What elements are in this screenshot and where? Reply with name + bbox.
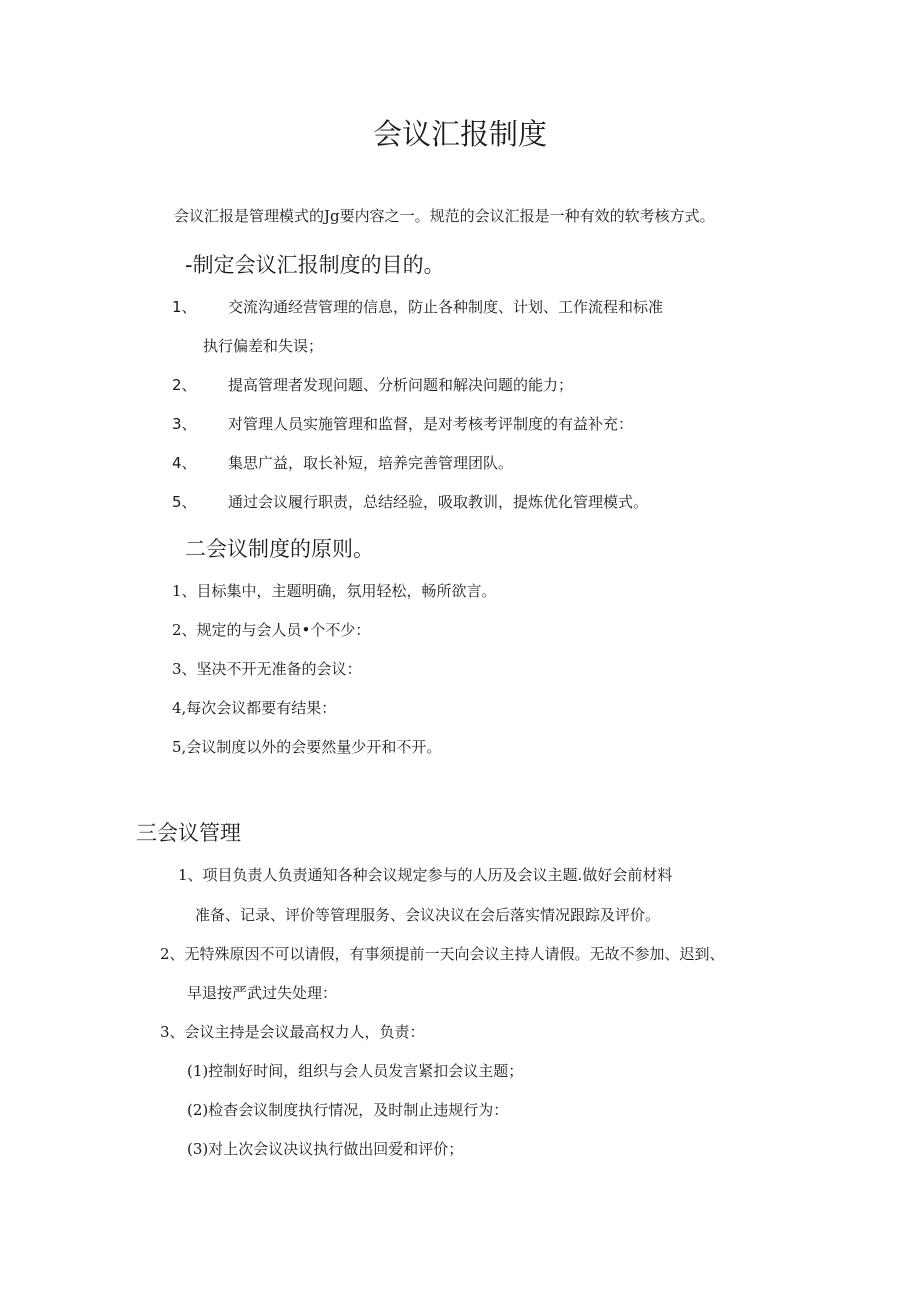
list-item-number: 5、 [172, 493, 197, 511]
list-item: 2、规定的与会人员•个不少： [172, 621, 371, 639]
document-title: 会议汇报制度 [372, 117, 547, 151]
list-item-text: 通过会议履行职责，总结经验，吸取教训，提炼优化管理模式。 [228, 493, 649, 511]
intro-paragraph: 会议汇报是管理模式的Jg要内容之一。规范的会议汇报是一种有效的软考核方式。 [174, 207, 715, 225]
list-item-text: 1、项目负责人负责通知各种会议规定参与的人历及会议主题.做好会前材料 [178, 866, 673, 884]
list-item-number: 4、 [172, 454, 197, 472]
section-heading-purpose: -制定会议汇报制度的目的。 [185, 253, 445, 277]
list-item: 4,每次会议都要有结果： [172, 699, 337, 717]
list-item: 1、目标集中，主题明确，氛用轻松，畅所欲言。 [172, 582, 497, 600]
list-item-number: 2、 [172, 376, 197, 394]
list-item: 5,会议制度以外的会要然量少开和不开。 [172, 738, 442, 756]
sub-list-item: (3)对上次会议决议执行做出回爱和评价； [187, 1140, 464, 1158]
list-item-text: 集思广益，取长补短，培养完善管理团队。 [228, 454, 514, 472]
sub-list-item: (2)检杳会议制度执行情况，及时制止违规行为： [187, 1101, 509, 1119]
list-item-number: 1、 [172, 298, 197, 316]
list-item-text: 2、无特殊原因不可以请假，有事须提前一天向会议主持人请假。无故不参加、迟到、 [160, 945, 725, 963]
section-heading-principles: 二会议制度的原则。 [185, 537, 374, 561]
list-item-continuation: 执行偏差和失误； [203, 337, 324, 355]
list-item-text: 对管理人员实施管理和监督，是对考核考评制度的有益补充： [228, 415, 634, 433]
list-item-text: 3、会议主持是会议最高权力人，负责： [160, 1023, 425, 1041]
section-heading-management: 三会议管理 [136, 821, 241, 845]
sub-list-item: (1)控制好时间，组织与会人员发言紧扣会议主题； [187, 1062, 524, 1080]
list-item-text: 交流沟通经营管理的信息，防止各种制度、计划、工作流程和标准 [228, 298, 664, 316]
list-item-number: 3、 [172, 415, 197, 433]
list-item-continuation: 准备、记录、评价等管理服务、会议决议在会后落实情况跟踪及评价。 [195, 906, 661, 924]
list-item-continuation: 早退按严武过失处理： [187, 984, 338, 1002]
list-item: 3、坚决不开无准备的会议： [172, 660, 362, 678]
list-item-text: 提高管理者发现问题、分析问题和解决问题的能力； [228, 376, 574, 394]
